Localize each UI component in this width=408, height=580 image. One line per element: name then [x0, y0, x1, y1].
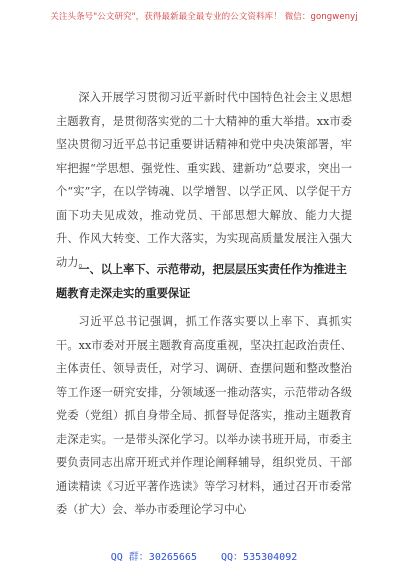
section-1-paragraph: 习近平总书记强调，抓工作落实要以上率下、真抓实干。xx市委对开展主题教育高度重视，坚决扛起政治责任、主体责任、领导责任，对学习、调研、查摆问题和整改整治等工作逐一研究安排，分领域逐一推动落实，示范带动各级党委（党组）抓自身带全局、抓督导促落实，推动主题教育走深走实。一是带头深化学习。以举办读书班开局，市委主要负责同志出席开班式并作理论阐释辅导，组织党员、干部通读精读《习近平著作选读》等学习材料，通过召开市委常委（扩大）会、举办市委理论学习中心 — [56, 315, 352, 516]
header-promo-note: 关注头条号"公文研究"，获得最新最全最专业的公文资料库！ 微信：gongwenyj — [50, 12, 358, 22]
footer-qq-group: QQ 群：30265665 — [110, 552, 197, 563]
footer-contact — [0, 548, 408, 563]
footer-qq: QQ：535304092 — [221, 552, 298, 563]
intro-paragraph: 深入开展学习贯彻习近平新时代中国特色社会主义思想主题教育，是贯彻落实党的二十大精神的重大举措。xx市委坚决贯彻习近平总书记重要讲话精神和党中央决策部署，牢牢把握“学思想、强党性、重实践、建新功”总要求，突出一个“实”字，在以学铸魂、以学增智、以学正风、以学促干方面下功夫见成效，推动党员、干部思想大解放、能力大提升、作风大转变、工作大落实，为实现高质量发展注入强大动力。 — [56, 91, 352, 269]
section-heading-1: 一、以上率下、示范带动，把层层压实责任作为推进主题教育走深走实的重要保证 — [56, 263, 347, 300]
